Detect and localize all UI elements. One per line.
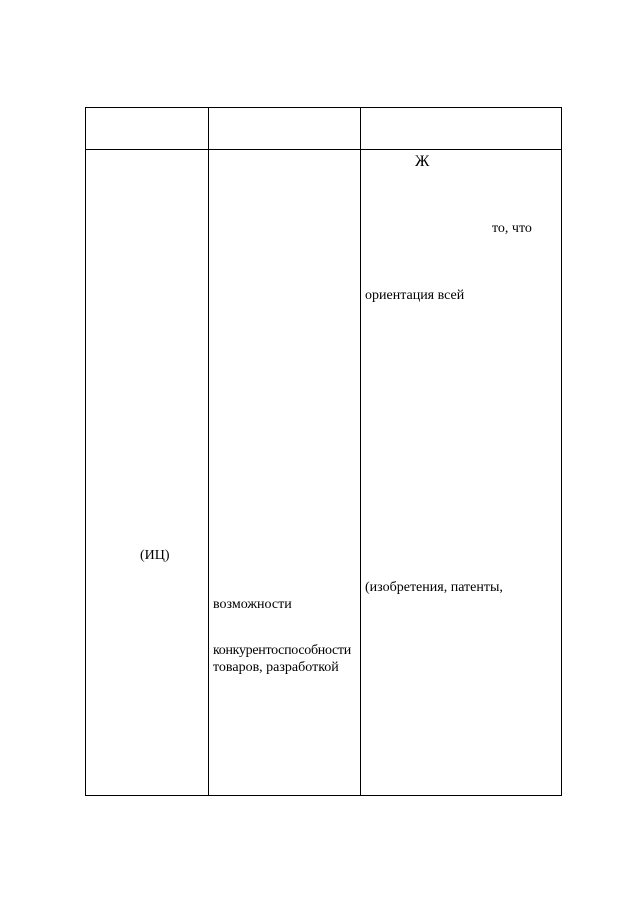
- document-table: [85, 107, 562, 796]
- cell-col3-fragment-2: то, что: [492, 221, 532, 236]
- cell-col3-fragment-3: ориентация всей: [365, 288, 465, 303]
- cell-col3-fragment-1: Ж: [415, 153, 430, 170]
- column-divider-2: [360, 108, 361, 795]
- cell-col3-fragment-4: (изобретения, патенты,: [365, 580, 503, 595]
- cell-col2-line-1: возможности: [213, 597, 292, 612]
- column-divider-1: [208, 108, 209, 795]
- cell-col1-text: (ИЦ): [140, 548, 170, 563]
- header-row-divider: [86, 149, 561, 150]
- cell-col2-line-2: конкурентоспособности: [213, 643, 351, 658]
- cell-col2-line-3: товаров, разработкой: [213, 660, 339, 675]
